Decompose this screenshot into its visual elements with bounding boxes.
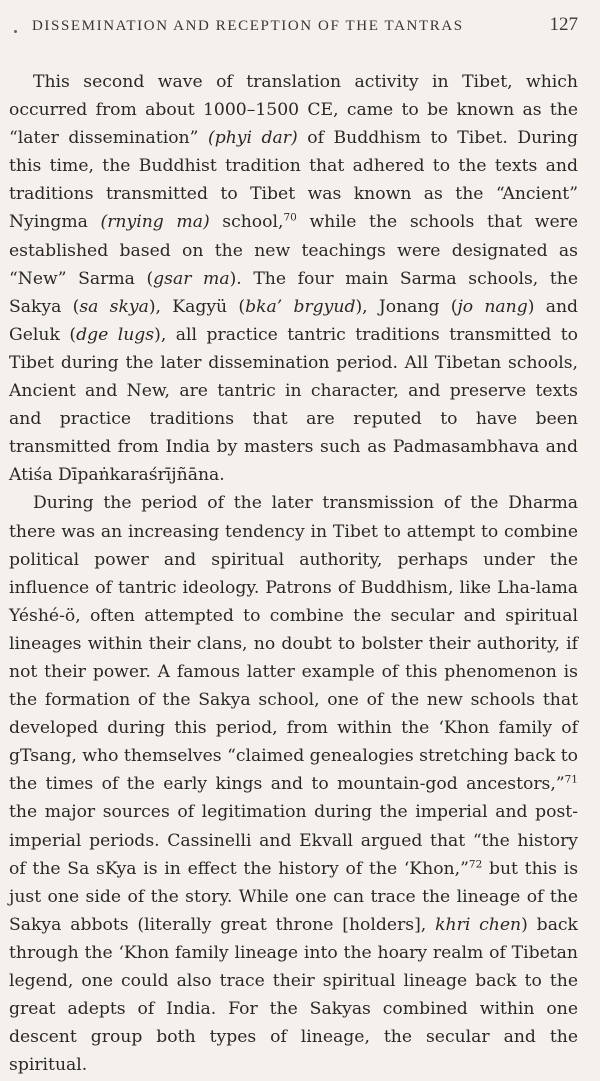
paragraph bbox=[9, 489, 578, 1079]
italic-term: (phyi dar) bbox=[207, 128, 298, 149]
italic-term: bka’ brgyud bbox=[245, 296, 356, 317]
body-text bbox=[9, 68, 578, 1079]
running-title: DISSEMINATION AND RECEPTION OF THE TANTRAS bbox=[32, 18, 464, 34]
footnote-ref[interactable]: 72 bbox=[468, 857, 483, 870]
italic-term: jo nang bbox=[457, 296, 528, 317]
italic-term: khri chen bbox=[435, 914, 522, 935]
italic-term: gsar ma bbox=[153, 268, 230, 289]
text-run: This second wave of translation activity in Tibet, which occurred from about 1000–1500 CE, came to be known as the “later dissemination” bbox=[9, 72, 578, 149]
italic-term: dge lugs bbox=[76, 324, 155, 345]
text-run: ) and Geluk ( bbox=[9, 296, 579, 345]
text-run: the major sources of legitimation during the imperial and post-imperial periods. Cassinelli and Ekvall argued that “the history of the Sa sKya is in effect the history of the ‘Khon,” bbox=[9, 802, 578, 879]
text-run: of Buddhism to Tibet. During this time, the Buddhist tradition that adhered to the texts and traditions transmitted to Tibet was known as the “Ancient” Nyingma bbox=[9, 128, 578, 233]
text-run: ). The four main Sarma schools, the Sakya ( bbox=[9, 268, 578, 317]
text-run: while the schools that were established based on the new teachings were designated as “New” Sarma ( bbox=[9, 212, 579, 289]
paragraph bbox=[9, 68, 578, 489]
text-run: but this is just one side of the story. While one can trace the lineage of the Sakya abbots (literally great throne [holders], bbox=[9, 858, 579, 935]
footnote-ref[interactable]: 71 bbox=[564, 773, 578, 786]
text-run: ) back through the ‘Khon family lineage into the hoary realm of Tibetan legend, one could also trace their spiritual lineage back to the great adepts of India. For the Sakyas combined within one descent group both types of lineage, the secular and the spiritual. bbox=[9, 914, 578, 1076]
text-run: ), all practice tantric traditions transmitted to Tibet during the later dissemination period. All Tibetan schools, Ancient and New, are tantric in character, and preserve texts and practice traditions that are reputed to have been transmitted from India by masters such as Padmasambhava and Atiśa Dīpaṅkaraśrījñāna. bbox=[9, 324, 578, 486]
italic-term: (rnying ma) bbox=[100, 212, 210, 233]
text-run: ), Kagyü ( bbox=[148, 296, 246, 317]
header-bullet bbox=[14, 30, 17, 33]
text-run: school, bbox=[209, 212, 284, 233]
italic-term: sa skya bbox=[79, 296, 149, 317]
page-number: 127 bbox=[549, 14, 578, 35]
text-run: During the period of the later transmission of the Dharma there was an increasing tendency in Tibet to attempt to combine political power and spiritual authority, perhaps under the influence of tantric ideology. Patrons of Buddhism, like Lha-lama Yéshé-ö, often attempted to combine the secular and spiritual lineages within their clans, no doubt to bolster their authority, if not their power. A famous latter example of this phenomenon is the formation of the Sakya school, one of the new schools that developed during this period, from within the ‘Khon family of gTsang, who themselves “claimed genealogies stretching back to the times of the early kings and to mountain-god ancestors,” bbox=[9, 493, 578, 795]
running-header bbox=[32, 14, 578, 44]
footnote-ref[interactable]: 70 bbox=[283, 211, 297, 224]
text-run: ), Jonang ( bbox=[355, 296, 458, 317]
